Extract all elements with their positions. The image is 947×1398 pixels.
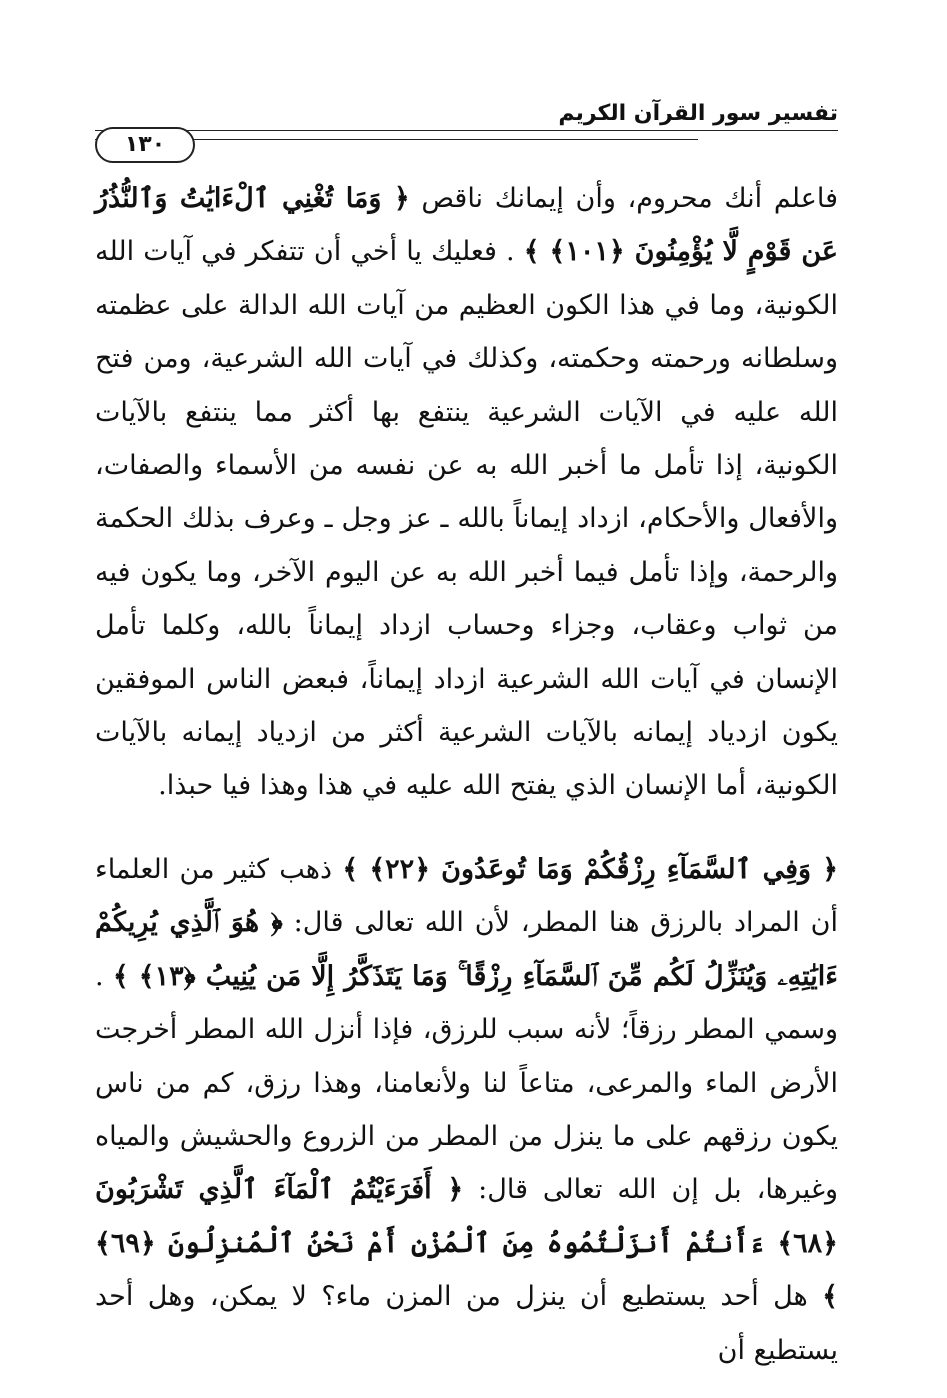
running-header: [95, 98, 838, 132]
body-text: . وسمي المطر رزقاً؛ لأنه سبب للرزق، فإذا أنزل الله المطر أخرجت الأرض الماء والمرعى، متاعاً لنا ولأنعامنا، وهذا رزق، كم من ناس يكون رزقهم على ما ينزل من المطر من الزروع والحشيش والمياه وغيرها، بل إن الله تعالى قال:: [95, 960, 838, 1206]
page-body: [95, 172, 838, 1377]
body-text: ذهب كثير من العلماء أن المراد بالرزق هنا المطر، لأن الله تعالى قال:: [95, 853, 838, 939]
body-text: . فعليك يا أخي أن تتفكر في آيات الله الكونية، وما في هذا الكون العظيم من آيات الله الدالة على عظمته وسلطانه ورحمته وحكمته، وكذلك في آيات الله الشرعية، ومن فتح الله عليه في الآيات الشرعية ينتفع بها أكثر مما ينتفع بالآيات الكونية، إذا تأمل ما أخبر الله به عن نفسه من الأسماء والصفات، والأفعال والأحكام، ازداد إيماناً بالله ـ عز وجل ـ وعرف بذلك الحكمة والرحمة، وإذا تأمل فيما أخبر الله به عن اليوم الآخر، وما يكون فيه من ثواب وعقاب، وجزاء وحساب ازداد إيماناً بالله، وكلما تأمل الإنسان في آيات الله الشرعية ازداد إيماناً، فبعض الناس الموفقين يكون ازدياد إيمانه بالآيات الشرعية أكثر من ازدياد إيمانه بالآيات الكونية، أما الإنسان الذي يفتح الله عليه في هذا وهذا فيا حبذا.: [95, 236, 838, 802]
quran-verse: ﴿ وَمَا تُغْنِي ٱلْءَايَٰتُ وَٱلنُّذُرُ عَن قَوْمٍ لَّا يُؤْمِنُونَ ﴿١٠١﴾ ﴾: [95, 183, 838, 268]
page-number: ١٣٠: [95, 127, 195, 163]
quran-verse: ﴿ أَفَرَءَيْتُمُ ٱلْمَآءَ ٱلَّذِي تَشْرَبُونَ ﴿٦٨﴾ ءَأَنتُمْ أَنزَلْتُمُوهُ مِنَ ٱلْمُزْنِ أَمْ نَحْنُ ٱلْمُنزِلُونَ ﴿٦٩﴾ ﴾: [95, 1174, 838, 1313]
paragraph: [95, 843, 838, 1377]
paragraph: [95, 172, 838, 813]
quran-verse: ﴿ هُوَ ٱلَّذِي يُرِيكُمْ ءَايَٰتِهِۦ وَيُنَزِّلُ لَكُم مِّنَ ٱلسَّمَآءِ رِزْقًا ۚ وَمَا يَتَذَكَّرُ إِلَّا مَن يُنِيبُ ﴿١٣﴾ ﴾: [95, 907, 838, 992]
quran-verse: ﴿ وَفِي ٱلسَّمَآءِ رِزْقُكُمْ وَمَا تُوعَدُونَ ﴿٢٢﴾ ﴾: [342, 853, 839, 885]
running-title: تفسير سور القرآن الكريم: [558, 101, 838, 126]
body-text: فاعلم أنك محروم، وأن إيمانك ناقص: [409, 183, 838, 214]
body-text: هل أحد يستطيع أن ينزل من المزن ماء؟ لا يمكن، وهل أحد يستطيع أن: [95, 1281, 838, 1366]
header-rule: [95, 130, 838, 131]
